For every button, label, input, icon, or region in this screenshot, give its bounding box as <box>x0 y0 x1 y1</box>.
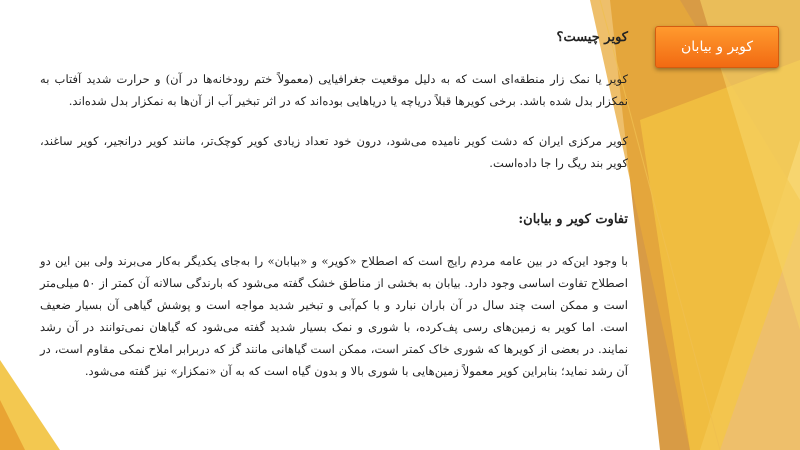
section1-heading: کویر چیست؟ <box>556 30 628 45</box>
section1-paragraph-2: کویر مرکزی ایران که دشت کویر نامیده می‌شود، درون خود تعداد زیادی کویر کوچک‌تر، مانند کویر درانجیر، کویر ساغند، کویر بند ریگ را جا داده‌است. <box>40 134 628 170</box>
section2-heading: تفاوت کویر و بیابان: <box>518 212 628 227</box>
section1-paragraph-1: کویر یا نمک زار منطقه‌ای است که به دلیل موقعیت جغرافیایی (معمولاً ختم رودخانه‌ها در آن) و حرارت شدید آفتاب به نمکزار بدل شده باشد. برخی کویرها قبلاً دریاچه یا دریاهایی بوده‌اند که در اثر تبخیر آب از آن‌ها به نمکزار بدل شده‌اند. <box>40 72 628 108</box>
section2-paragraph: با وجود این‌که در بین عامه مردم رایج است که اصطلاح «کویر» و «بیابان» را به‌جای یکدیگر به‌کار می‌برند ولی بین این دو اصطلاح تفاوت اساسی وجود دارد. بیابان به بخشی از مناطق خشک گفته می‌شود که بارندگی سالانه آن کمتر از ۵۰ میلی‌متر است و ممکن است چند سال در آن باران نبارد و با کم‌آبی و تبخیر شدید مواجه است و پوشش گیاهی آن بسیار ضعیف است. اما کویر به زمین‌های رسی پف‌کرده، با شوری و نمک بسیار شدید گفته می‌شود که گیاهان نمی‌توانند در آن رشد نمایند. در بعضی از کویرها که شوری خاک کمتر است، ممکن است گیاهانی مانند گز که دربرابر املاح نمکی مقاوم است، در آن رشد نماید؛ بنابراین کویر معمولاً زمین‌هایی با شوری بالا و بدون گیاه است که به آن «نمکزار» نیز گفته می‌شود. <box>40 254 628 378</box>
slide-content <box>40 28 628 382</box>
title-button[interactable] <box>655 26 779 68</box>
title-label: کویر و بیابان <box>681 39 754 55</box>
